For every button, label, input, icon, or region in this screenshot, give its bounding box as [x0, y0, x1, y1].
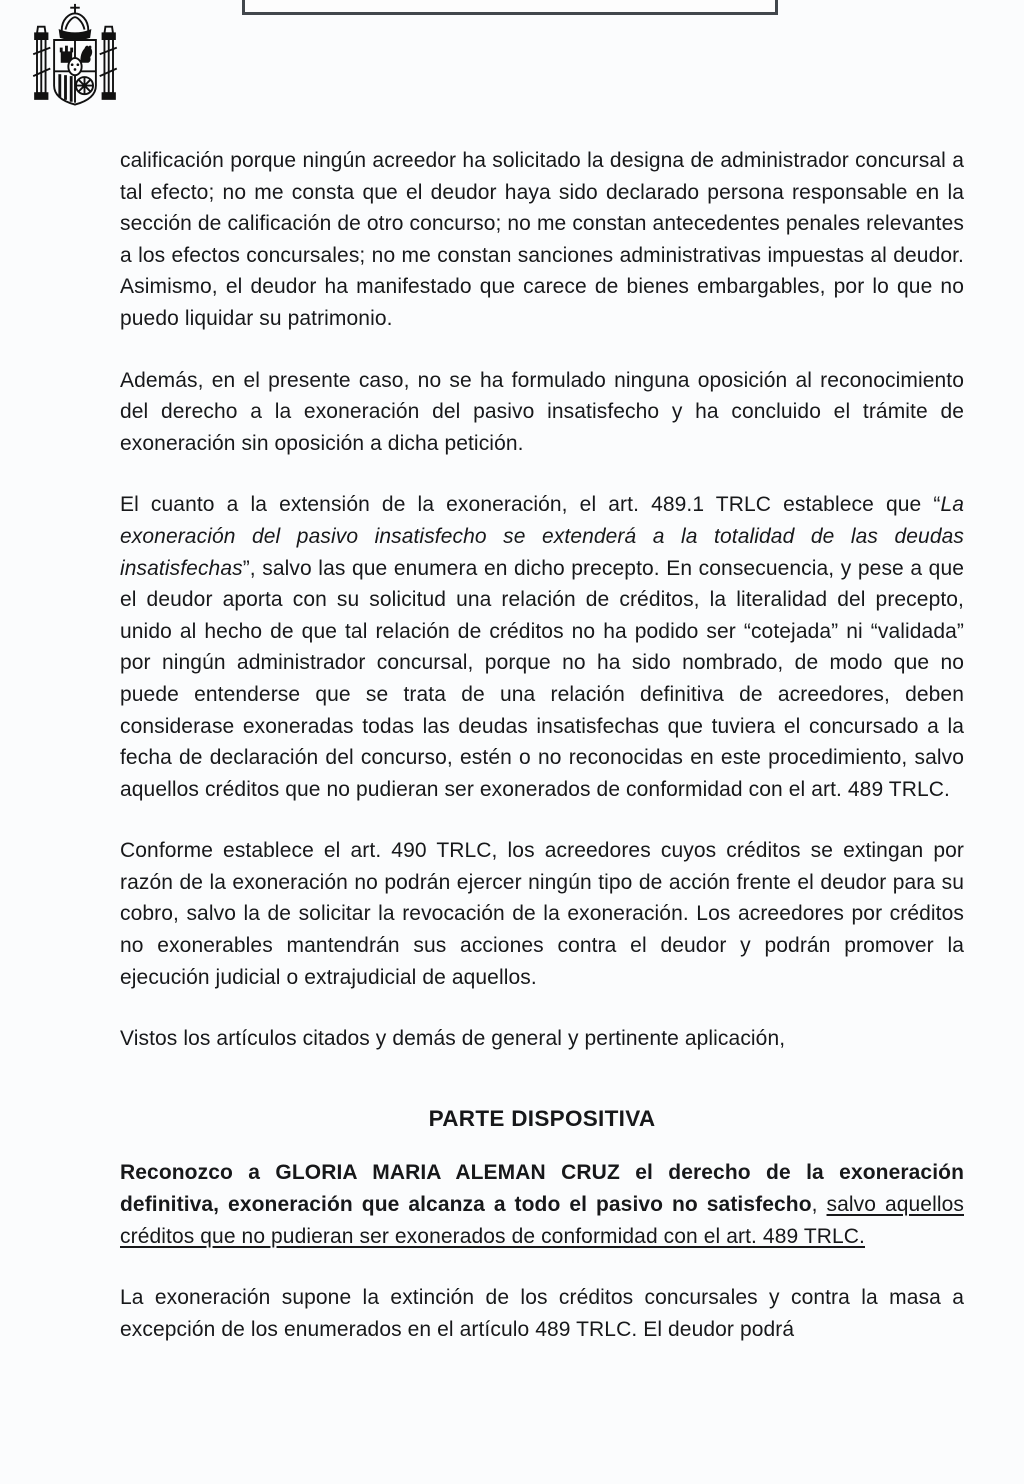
ruling-underlined-text: salvo aquellos créditos que no pudieran ser exonerados de conformidad con el art. 489 TRLC.	[120, 1193, 964, 1248]
ruling-bold-text: Reconozco a GLORIA MARIA ALEMAN CRUZ el derecho de la exoneración definitiva, exoneración que alcanza a todo el pasivo no satisfecho	[120, 1161, 964, 1217]
paragraph-run: ,	[811, 1193, 827, 1217]
paragraph-run: El cuanto a la extensión de la exoneración, el art. 489.1 TRLC establece que “	[120, 493, 941, 517]
document-body	[120, 145, 964, 1375]
quoted-statute-text: La exoneración del pasivo insatisfecho se extenderá a la totalidad de las deudas insatisfechas	[120, 493, 964, 580]
paragraph-ademas: Además, en el presente caso, no se ha formulado ninguna oposición al reconocimiento del derecho a la exoneración del pasivo insatisfecho y ha concluido el trámite de exoneración sin oposición a dicha petición.	[120, 368, 964, 455]
paragraph-vistos: Vistos los artículos citados y demás de general y pertinente aplicación,	[120, 1027, 786, 1051]
paragraph-exoneracion-supone: La exoneración supone la extinción de los créditos concursales y contra la masa a excepción de los enumerados en el artículo 489 TRLC. El deudor podrá	[120, 1286, 964, 1341]
spain-coat-of-arms-icon	[26, 2, 124, 116]
paragraph-reconozco	[120, 1157, 964, 1252]
paragraph-extension-exoneracion	[120, 489, 964, 805]
parte-dispositiva-heading: PARTE DISPOSITIVA	[428, 1105, 656, 1131]
paragraph-art-490: Conforme establece el art. 490 TRLC, los acreedores cuyos créditos se extingan por razón de la exoneración no podrán ejercer ningún tipo de acción frente el deudor para su cobro, salvo la de solicitar la revocación de la exoneración. Los acreedores por créditos no exonerables mantendrán sus acciones contra el deudor y podrán promover la ejecución judicial o extrajudicial de aquellos.	[120, 839, 964, 989]
header-form-box	[242, 0, 778, 15]
paragraph-run: ”, salvo las que enumera en dicho precepto. En consecuencia, y pese a que el deudor aporta con su solicitud una relación de créditos, la literalidad del precepto, unido al hecho de que tal relación de créditos no ha podido ser “cotejada” ni “validada” por ningún administrador concursal, porque no ha sido nombrado, de modo que no puede entenderse que se trata de una relación definitiva de acreedores, deben considerase exoneradas todas las deudas insatisfechas que tuviera el concursado a la fecha de declaración del concurso, estén o no reconocidas en este procedimiento, salvo aquellos créditos que no pudieran ser exonerados de conformidad con el art. 489 TRLC.	[120, 556, 964, 801]
paragraph-calificacion: calificación porque ningún acreedor ha solicitado la designa de administrador concursal a tal efecto; no me consta que el deudor haya sido declarado persona responsable en la sección de calificación de otro concurso; no me constan antecedentes penales relevantes a los efectos concursales; no me constan sanciones administrativas impuestas al deudor. Asimismo, el deudor ha manifestado que carece de bienes embargables, por lo que no puedo liquidar su patrimonio.	[120, 149, 964, 330]
